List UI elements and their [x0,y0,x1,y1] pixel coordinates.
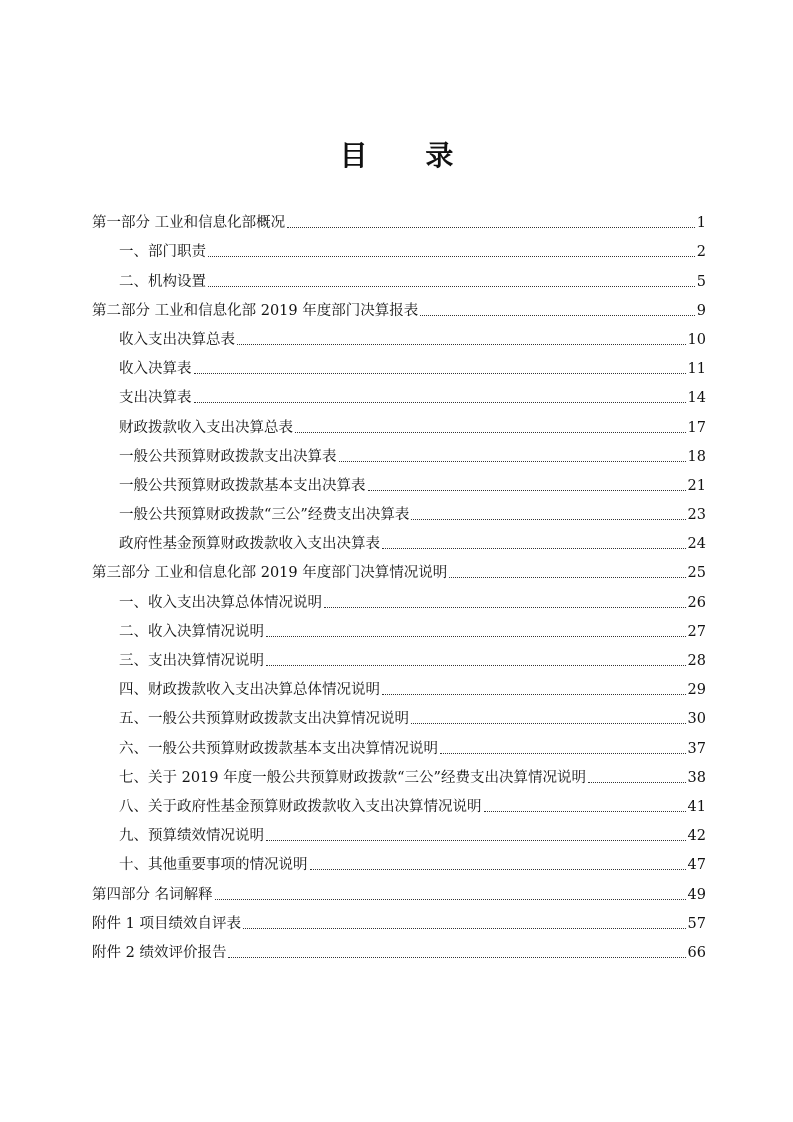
toc-entry-label: 二、收入决算情况说明 [119,623,264,640]
toc-entry-label: 七、关于 2019 年度一般公共预算财政拨款“三公”经费支出决算情况说明 [119,769,586,786]
toc-entry-page-number: 1 [696,215,706,232]
toc-dot-leader [310,869,686,870]
toc-entry-page-number: 66 [687,944,706,961]
toc-entry[interactable] [92,583,706,612]
toc-entry-label: 第二部分 工业和信息化部 2019 年度部门决算报表 [92,302,419,319]
toc-entry-label: 政府性基金预算财政拨款收入支出决算表 [119,536,380,553]
toc-entry-label: 四、财政拨款收入支出决算总体情况说明 [119,682,380,699]
toc-entry-label: 八、关于政府性基金预算财政拨款收入支出决算情况说明 [119,798,482,815]
toc-dot-leader [194,373,686,374]
toc-dot-leader [208,286,695,287]
page-title: 目 录 [339,139,478,172]
toc-entry-label: 一般公共预算财政拨款“三公”经费支出决算表 [119,507,410,524]
toc-entry-page-number: 14 [687,390,706,407]
toc-dot-leader [368,490,686,491]
toc-entry[interactable] [92,525,706,554]
toc-dot-leader [266,840,686,841]
toc-entry-page-number: 30 [687,711,706,728]
toc-entry[interactable] [92,204,706,233]
toc-entry-page-number: 24 [687,536,706,553]
toc-entry-label: 一般公共预算财政拨款基本支出决算表 [119,477,366,494]
toc-entry[interactable] [92,671,706,700]
toc-entry[interactable] [92,759,706,788]
toc-entry[interactable] [92,321,706,350]
toc-entry[interactable] [92,788,706,817]
toc-dot-leader [411,723,686,724]
toc-entry-page-number: 25 [687,565,706,582]
toc-dot-leader [324,607,686,608]
toc-dot-leader [266,665,686,666]
toc-entry-label: 收入支出决算总表 [119,331,235,348]
toc-dot-leader [484,811,686,812]
toc-entry-page-number: 57 [687,915,706,932]
toc-entry-page-number: 47 [687,857,706,874]
toc-entry-label: 第三部分 工业和信息化部 2019 年度部门决算情况说明 [92,565,448,582]
toc-dot-leader [287,227,695,228]
toc-entry-label: 财政拨款收入支出决算总表 [119,419,293,436]
toc-entry-page-number: 42 [687,828,706,845]
toc-entry[interactable] [92,379,706,408]
toc-dot-leader [339,461,686,462]
toc-entry[interactable] [92,467,706,496]
toc-entry-page-number: 38 [687,769,706,786]
table-of-contents [92,204,706,963]
toc-entry[interactable] [92,408,706,437]
toc-dot-leader [208,256,695,257]
toc-entry[interactable] [92,700,706,729]
toc-dot-leader [295,432,686,433]
toc-dot-leader [194,402,686,403]
toc-entry-label: 附件 1 项目绩效自评表 [92,915,241,932]
toc-entry[interactable] [92,934,706,963]
toc-entry-label: 支出决算表 [119,390,192,407]
toc-entry-page-number: 18 [687,448,706,465]
toc-dot-leader [243,928,686,929]
toc-entry-page-number: 9 [696,302,706,319]
toc-entry[interactable] [92,846,706,875]
toc-entry[interactable] [92,554,706,583]
toc-entry-page-number: 17 [687,419,706,436]
toc-dot-leader [228,957,685,958]
toc-entry-label: 一般公共预算财政拨款支出决算表 [119,448,337,465]
toc-dot-leader [411,519,685,520]
toc-entry-label: 九、预算绩效情况说明 [119,828,264,845]
toc-dot-leader [440,753,686,754]
toc-entry-label: 一、部门职责 [119,244,206,261]
toc-entry[interactable] [92,233,706,262]
toc-entry-page-number: 41 [687,798,706,815]
toc-entry[interactable] [92,292,706,321]
toc-dot-leader [420,315,695,316]
toc-entry[interactable] [92,496,706,525]
toc-entry-label: 三、支出决算情况说明 [119,653,264,669]
toc-entry-page-number: 29 [687,682,706,699]
toc-entry-page-number: 26 [687,594,706,611]
toc-entry-label: 一、收入支出决算总体情况说明 [119,594,322,611]
toc-entry-page-number: 5 [696,273,706,290]
toc-dot-leader [266,636,686,637]
toc-entry-page-number: 11 [687,361,706,378]
toc-entry[interactable] [92,613,706,642]
toc-entry-page-number: 37 [687,740,706,757]
toc-entry-label: 六、一般公共预算财政拨款基本支出决算情况说明 [119,740,438,757]
toc-entry[interactable] [92,350,706,379]
toc-entry-label: 第四部分 名词解释 [92,886,213,903]
toc-entry[interactable] [92,729,706,758]
toc-entry-label: 二、机构设置 [119,273,206,290]
toc-entry-label: 附件 2 绩效评价报告 [92,944,227,961]
toc-entry[interactable] [92,642,706,671]
toc-entry-page-number: 10 [687,331,706,348]
toc-dot-leader [588,782,686,783]
toc-entry-page-number: 2 [696,244,706,261]
toc-entry-page-number: 21 [687,477,706,494]
toc-entry-label: 十、其他重要事项的情况说明 [119,857,308,874]
toc-entry-label: 收入决算表 [119,361,192,378]
toc-entry[interactable] [92,438,706,467]
toc-entry-page-number: 49 [687,886,706,903]
toc-entry[interactable] [92,905,706,934]
toc-entry[interactable] [92,817,706,846]
toc-dot-leader [215,899,686,900]
toc-entry-label: 五、一般公共预算财政拨款支出决算情况说明 [119,711,409,728]
toc-entry-page-number: 27 [687,623,706,640]
toc-entry-page-number: 28 [687,653,706,669]
toc-dot-leader [382,694,686,695]
toc-entry[interactable] [92,875,706,904]
toc-dot-leader [449,577,685,578]
toc-entry-page-number: 23 [687,507,706,524]
toc-entry-label: 第一部分 工业和信息化部概况 [92,215,286,232]
toc-entry[interactable] [92,262,706,291]
toc-dot-leader [382,548,686,549]
toc-dot-leader [237,344,686,345]
